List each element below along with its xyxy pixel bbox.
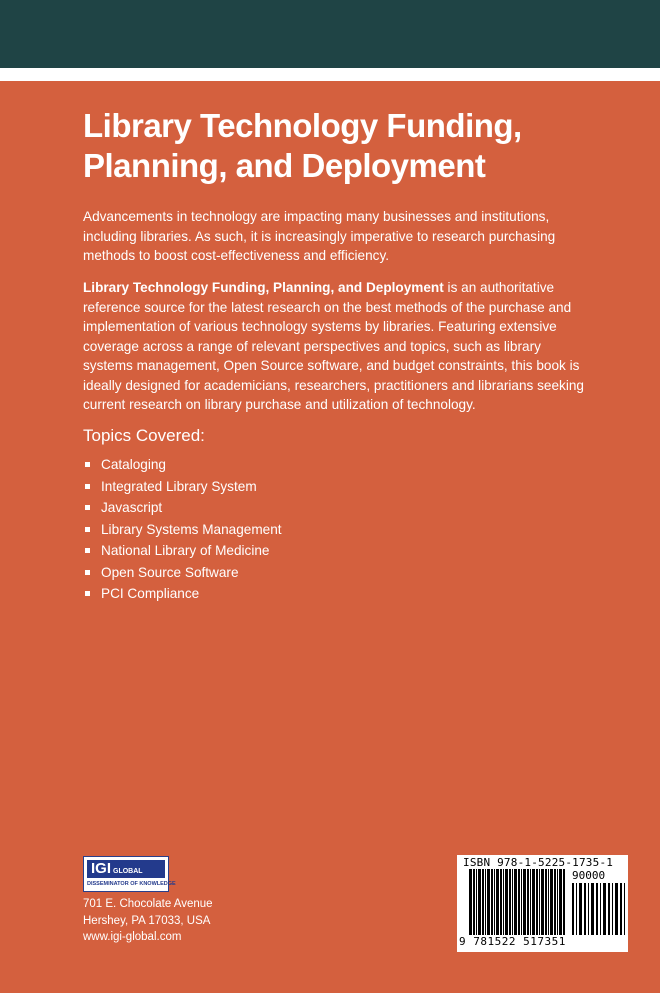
barcode-bar [539,869,540,935]
book-title [83,106,623,186]
barcode-bar [600,883,601,935]
barcode-bar [584,883,586,935]
logo-text: IGI [91,860,112,877]
barcode-bar [476,869,477,935]
topic-label: Library Systems Management [101,521,282,537]
barcode-bar [485,869,486,935]
logo-sub: GLOBAL [113,868,143,875]
barcode-bar [572,883,574,935]
barcode-bar [536,869,538,935]
barcode-bar [523,869,526,935]
barcode-bar [554,869,556,935]
barcode-bar [548,869,549,935]
topic-item [83,498,282,520]
book-title-line-1: Library Technology Funding, [83,107,522,144]
top-band [0,0,660,68]
barcode-bar [563,869,565,935]
barcode-bar [579,883,582,935]
barcode-bar [603,883,606,935]
barcode-bar [612,883,613,935]
topic-label: PCI Compliance [101,586,200,601]
logo-tagline: DISSEMINATOR OF KNOWLEDGE [87,881,176,887]
topic-item [83,563,282,585]
barcode-bar [482,869,484,935]
isbn-label: ISBN 978-1-5225-1735-1 [463,856,614,869]
bullet-icon [85,462,90,467]
barcode-bar [473,869,475,935]
barcode-bar [469,869,472,935]
barcode-bar [527,869,529,935]
barcode-bar [608,883,610,935]
description-paragraph [83,278,593,415]
topic-item [83,455,282,477]
barcode-bar [503,869,504,935]
barcode-bar [550,869,553,935]
barcode-bar [509,869,511,935]
topic-item [83,584,282,606]
barcode-bar [478,869,481,935]
barcode-bar [615,883,618,935]
barcode-bar [541,869,544,935]
topic-label: Cataloging [101,457,166,472]
barcode-bar [494,869,495,935]
bullet-icon [85,591,90,596]
barcode-bar [487,869,490,935]
bullet-icon [85,527,90,532]
isbn-barcode [457,855,628,952]
barcode-bar [500,869,502,935]
barcode-bar [576,883,577,935]
barcode-bar [624,883,625,935]
description-text: is an authoritative reference source for the latest research on the best methods of the purchase and implementation of various technology systems by libraries. Featuring extensive coverage across a range of relevant perspectives and topics, such as library systems management, Open Source software, and budget constraints, this book is ideally designed for academicians, researchers, practitioners and librarians seeking current research on library purchase and utilization of technology. [83,280,584,412]
topics-list [83,455,282,606]
barcode-bar [557,869,558,935]
barcode-bar [620,883,622,935]
barcode-digits [459,935,566,948]
barcode-first-digit: 9 [459,935,467,948]
book-title-line-2: Planning, and Deployment [83,147,486,184]
top-white-stripe [0,68,660,81]
topic-item [83,541,282,563]
publisher-website: www.igi-global.com [83,931,182,943]
bullet-icon [85,505,90,510]
topic-label: Open Source Software [101,564,239,580]
barcode-bar [596,883,598,935]
topics-heading: Topics Covered: [83,426,205,445]
description-bold-title: Library Technology Funding, Planning, and Deployment [83,280,444,295]
barcode-bar [514,869,517,935]
logo-wordmark [87,860,165,878]
barcode-bar [521,869,522,935]
bullet-icon [85,570,90,575]
address-line-2: Hershey, PA 17033, USA [83,914,211,927]
topic-item [83,520,282,542]
barcode-bar [532,869,535,935]
publisher-logo [83,856,176,892]
topic-label: Integrated Library System [101,478,257,494]
topic-item [83,477,282,499]
topic-label: Javascript [101,500,163,515]
barcode-bar [530,869,531,935]
address-line-1: 701 E. Chocolate Avenue [83,898,213,910]
barcode-bar [591,883,594,935]
barcode-bar [588,883,589,935]
barcode-digit-groups: 781522 517351 [473,935,566,948]
bullet-icon [85,484,90,489]
publisher-address [83,896,213,946]
barcode-bar [496,869,499,935]
topic-label: National Library of Medicine [101,543,270,558]
bullet-icon [85,548,90,553]
intro-paragraph: Advancements in technology are impacting many businesses and institutions, including libraries. As such, it is increasingly imperative to research purchasing methods to boost cost-effectiveness and efficiency. [83,209,556,263]
barcode-bar [518,869,520,935]
price-code: 90000 [572,869,606,882]
barcode-bar [545,869,547,935]
barcode-bar [512,869,513,935]
barcode-bar [505,869,508,935]
barcode-bar [491,869,493,935]
barcode-bar [559,869,562,935]
